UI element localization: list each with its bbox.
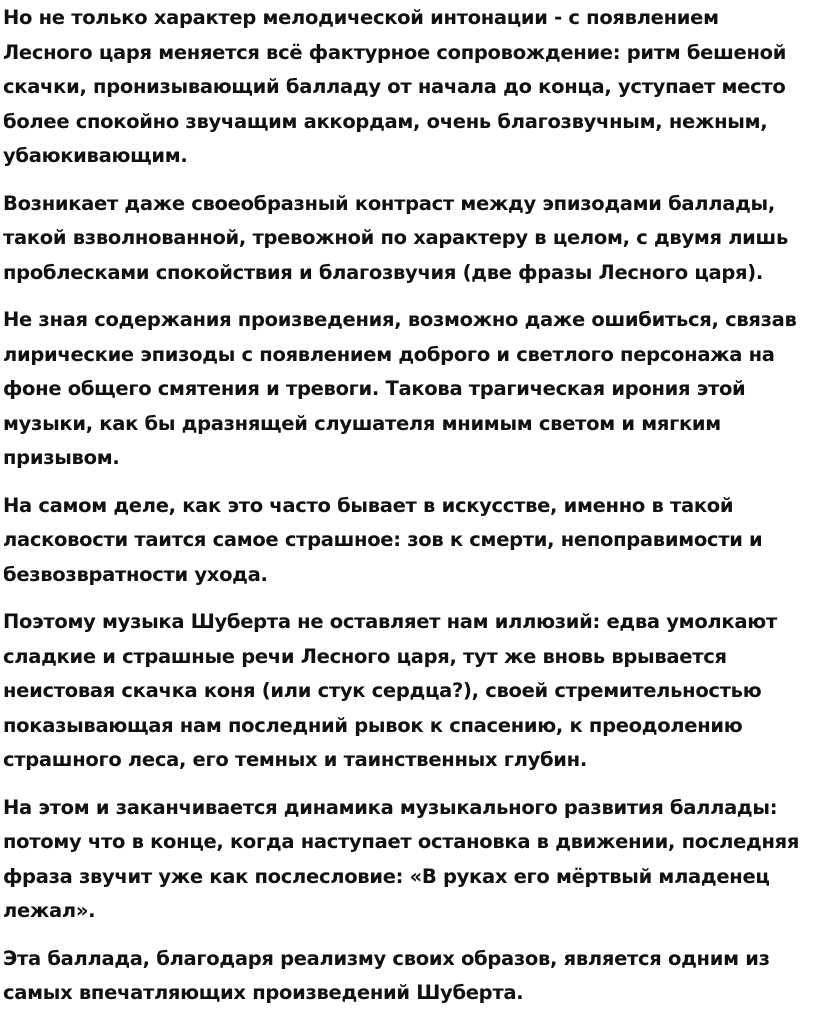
paragraph-5: Поэтому музыка Шуберта не оставляет нам иллюзий: едва умолкают сладкие и страшные речи Лесного царя, тут же вновь врывается неистовая скачка коня (или стук сердца?), своей стремительностью показывающая нам последний рывок к спасению, к преодолению страшного леса, его темных и таинственных глубин. — [3, 610, 777, 771]
paragraph-7: Эта баллада, благодаря реализму своих образов, является одним из самых впечатляющих произведений Шуберта. — [3, 946, 770, 1004]
paragraph-6: На этом и заканчивается динамика музыкального развития баллады: потому что в конце, когда наступает остановка в движении, последняя фраза звучит уже как послесловие: «В руках его мёртвый младенец лежал». — [3, 795, 800, 922]
paragraph-2: Возникает даже своеобразный контраст между эпизодами баллады, такой взволнованной, тревожной по характеру в целом, с двумя лишь проблесками спокойствия и благозвучия (две фразы Лесного царя). — [3, 191, 788, 284]
paragraph-1: Но не только характер мелодической интонации - с появлением Лесного царя меняется всё фактурное сопровождение: ритм бешеной скачки, пронизывающий балладу от начала до конца, уступает место более спокойно звучащим аккордам, очень благозвучным, нежным, убаюкивающим. — [3, 6, 787, 167]
paragraph-3: Не зная содержания произведения, возможно даже ошибиться, связав лирические эпизоды с появлением доброго и светлого персонажа на фоне общего смятения и тревоги. Такова трагическая ирония этой музыки, как бы дразнящей слушателя мнимым светом и мягким призывом. — [3, 308, 797, 469]
paragraph-4: На самом деле, как это часто бывает в искусстве, именно в такой ласковости таится самое страшное: зов к смерти, непоправимости и безвозвратности ухода. — [3, 493, 763, 586]
